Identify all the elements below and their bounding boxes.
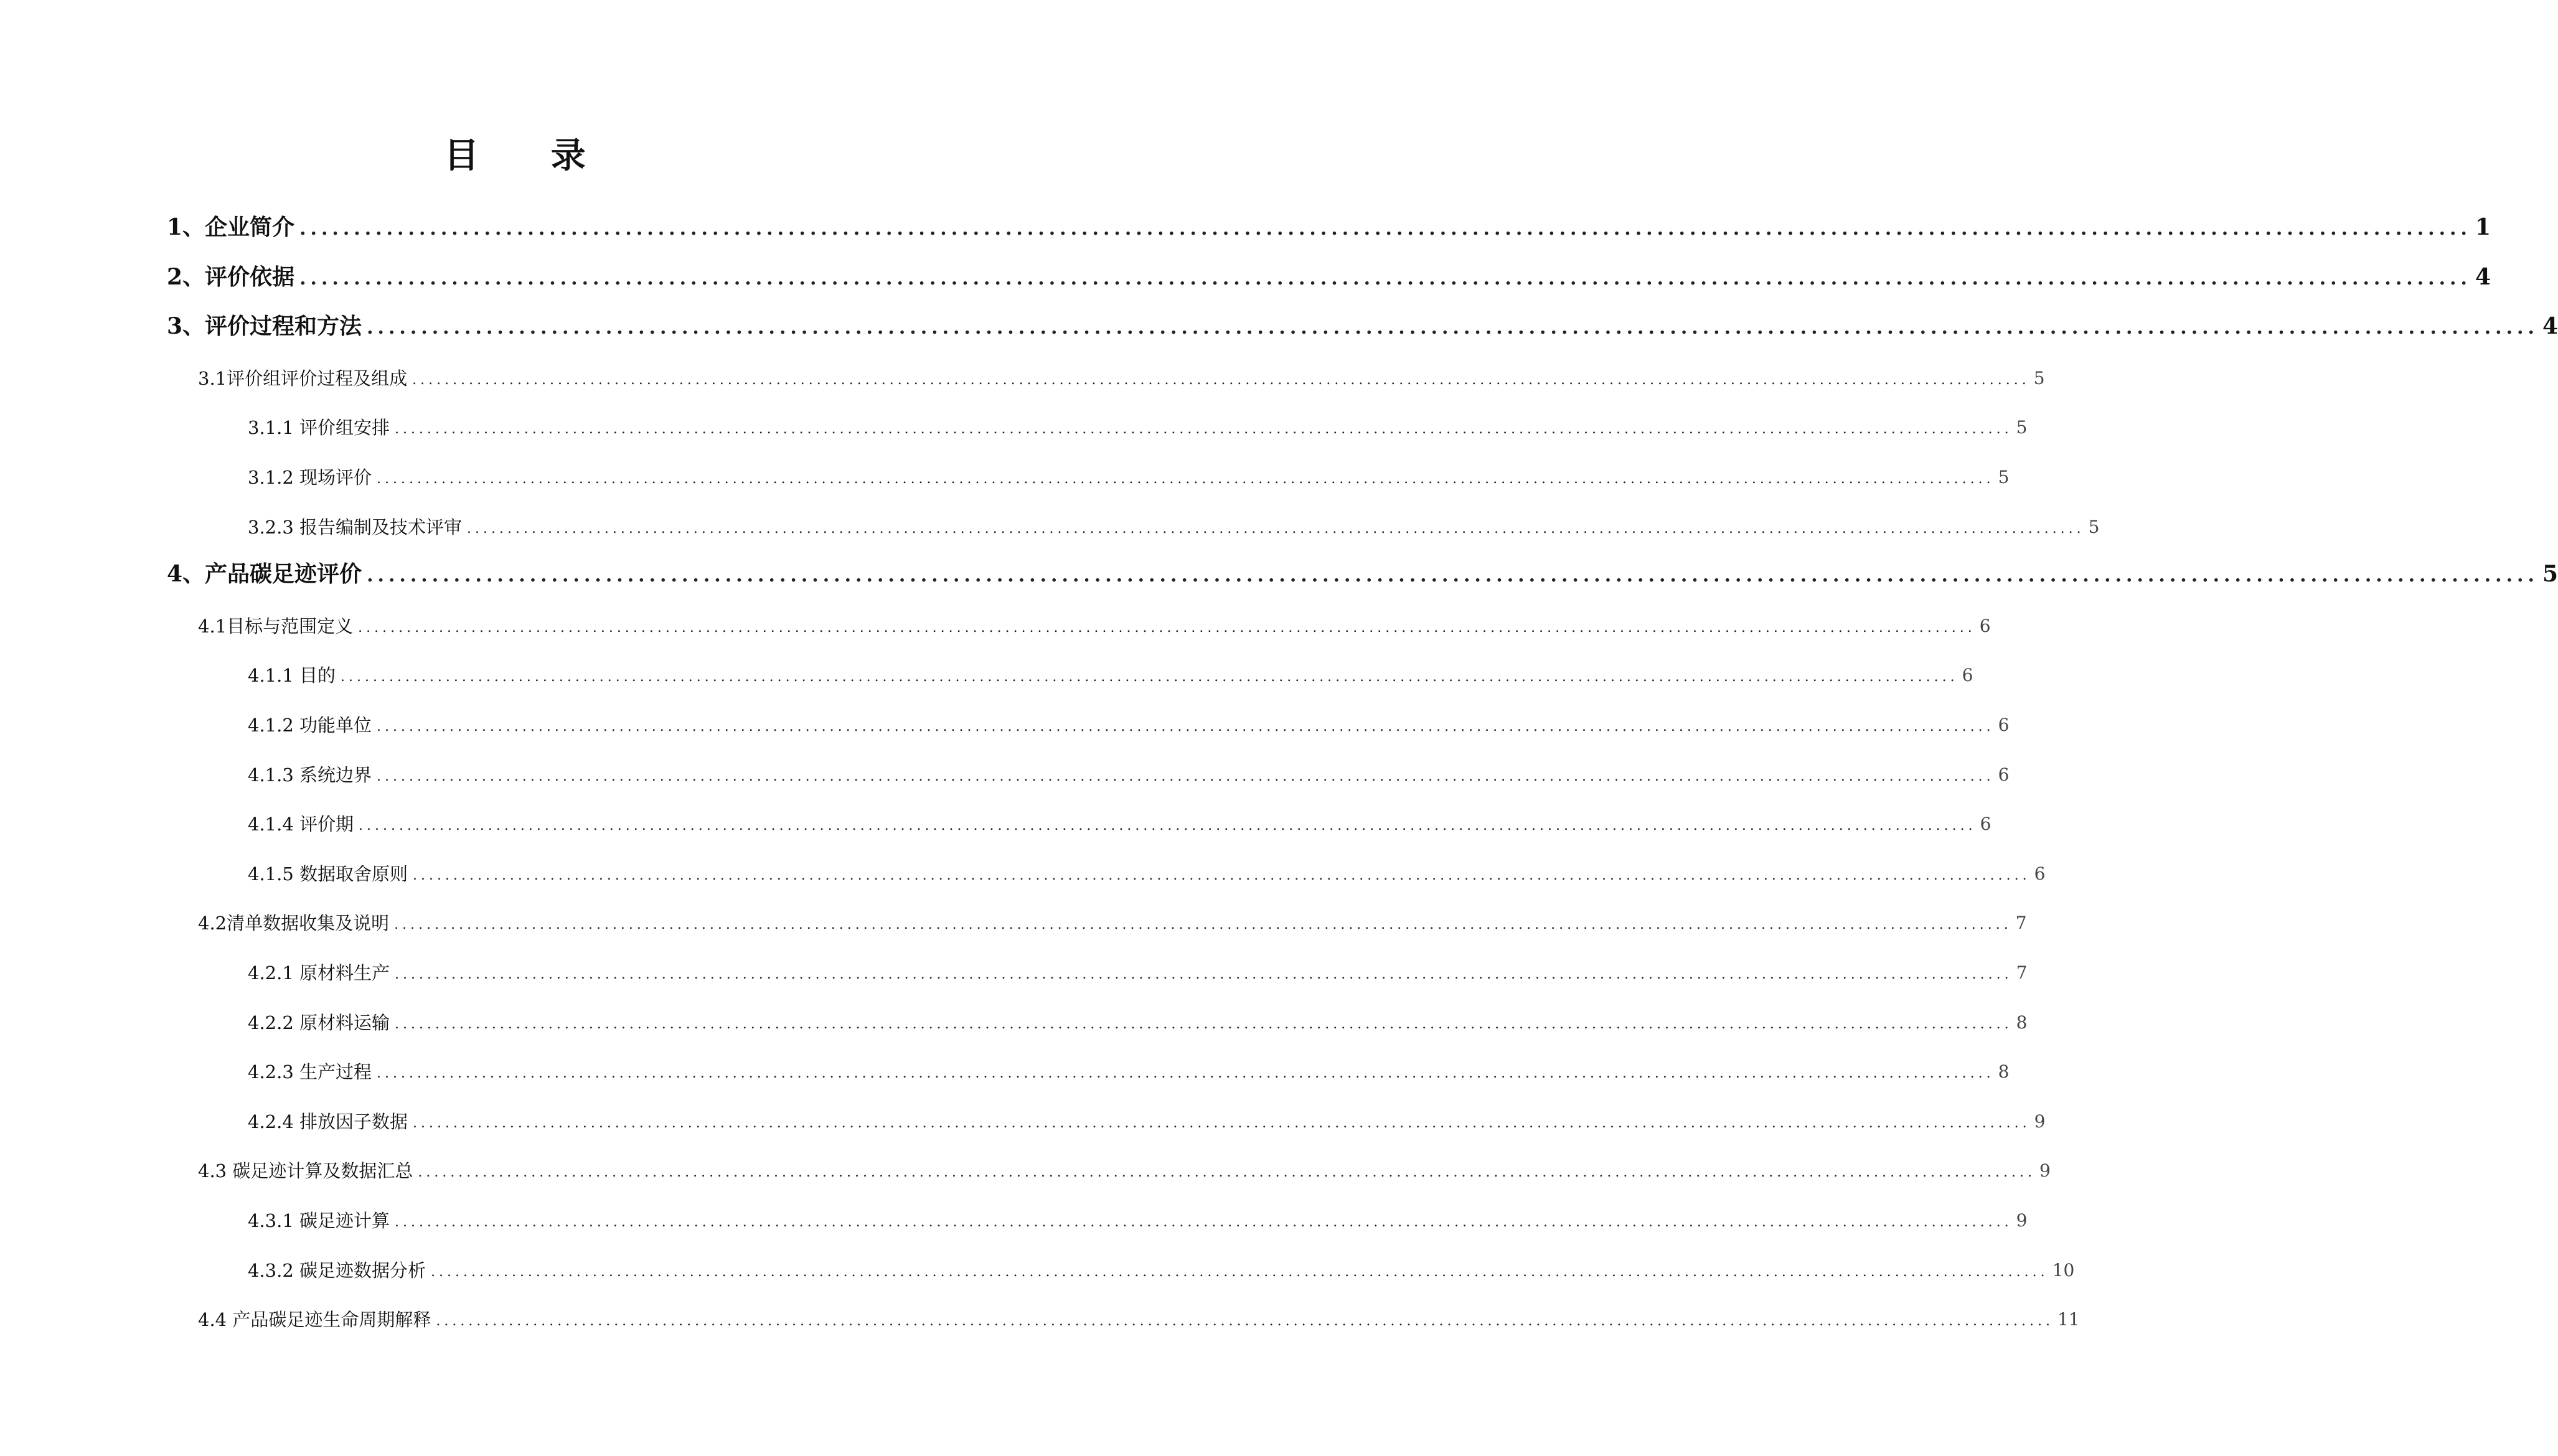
dot-leader: ........................................................................................................................................................................................................: [436, 1313, 2054, 1329]
toc-entry-label: 4.3 碳足迹计算及数据汇总: [198, 1160, 413, 1181]
toc-entry-page-number: 6: [1962, 665, 1973, 685]
toc-entry-label: 3.1.1 评价组安排: [248, 417, 390, 438]
toc-title: 目 录: [444, 135, 616, 176]
dot-leader: ........................................................................................................................................................................................................: [377, 1066, 1995, 1081]
toc-entry-label: 2、评价依据: [167, 264, 295, 290]
toc-entry-page-number: 6: [1980, 814, 1991, 834]
toc-entry-page-number: 10: [2052, 1260, 2075, 1280]
dot-leader: ........................................................................................................................................................................................................: [395, 1017, 2013, 1032]
toc-entry[interactable]: [248, 1097, 2046, 1135]
toc-entry-page-number: 8: [2016, 1012, 2028, 1033]
toc-entry[interactable]: [248, 949, 2028, 986]
toc-entry[interactable]: [248, 1048, 2010, 1085]
toc-entry-page-number: 5: [1998, 467, 2010, 487]
dot-leader: ........................................................................................................................................................................................................: [367, 317, 2539, 339]
toc-entry-label: 4.2.2 原材料运输: [248, 1012, 390, 1033]
dot-leader: ........................................................................................................................................................................................................: [413, 868, 2031, 883]
dot-leader: ........................................................................................................................................................................................................: [395, 1214, 2013, 1230]
toc-entry-page-number: 6: [1998, 715, 2010, 735]
toc-entry[interactable]: [198, 354, 2045, 392]
toc-entry-page-number: 8: [1998, 1061, 2010, 1082]
toc-entry-label: 4.1目标与范围定义: [198, 616, 354, 637]
toc-entry-page-number: 4: [2542, 313, 2558, 339]
dot-leader: ........................................................................................................................................................................................................: [395, 421, 2013, 437]
toc-entry[interactable]: [248, 403, 2028, 441]
toc-entry-page-number: 5: [2033, 368, 2045, 388]
toc-entry-label: 4.2.1 原材料生产: [248, 962, 390, 984]
toc-entry-label: 4.1.4 评价期: [248, 814, 354, 835]
toc-entry-label: 3.1.2 现场评价: [248, 467, 372, 488]
dot-leader: ........................................................................................................................................................................................................: [413, 1115, 2031, 1131]
toc-entry-label: 1、企业简介: [167, 214, 295, 240]
toc-entry-label: 4.1.1 目的: [248, 665, 336, 686]
toc-entry[interactable]: [248, 1246, 2075, 1284]
dot-leader: ........................................................................................................................................................................................................: [341, 669, 1958, 685]
toc-entry-label: 3、评价过程和方法: [167, 313, 362, 339]
dot-leader: ........................................................................................................................................................................................................: [394, 917, 2012, 932]
toc-entry-label: 4.1.5 数据取舍原则: [248, 863, 408, 885]
toc-entry[interactable]: [248, 1196, 2028, 1234]
dot-leader: ........................................................................................................................................................................................................: [418, 1165, 2036, 1180]
toc-entry[interactable]: [248, 998, 2028, 1036]
toc-entry-label: 4.3.2 碳足迹数据分析: [248, 1260, 426, 1281]
toc-entry-label: 4.4 产品碳足迹生命周期解释: [198, 1309, 431, 1330]
toc-entry-page-number: 4: [2475, 264, 2491, 290]
dot-leader: ........................................................................................................................................................................................................: [299, 268, 2471, 289]
toc-entry[interactable]: [248, 800, 1991, 837]
toc-entry-page-number: 9: [2016, 1210, 2028, 1231]
toc-entry-page-number: 5: [2542, 561, 2558, 587]
toc-entry-label: 4.2清单数据收集及说明: [198, 913, 390, 934]
dot-leader: ........................................................................................................................................................................................................: [377, 719, 1995, 735]
toc-entry-label: 4.3.1 碳足迹计算: [248, 1210, 390, 1231]
dot-leader: ........................................................................................................................................................................................................: [358, 620, 1976, 636]
toc-entry-label: 4.1.3 系统边界: [248, 764, 372, 786]
dot-leader: ........................................................................................................................................................................................................: [412, 372, 2030, 388]
toc-entry[interactable]: [248, 850, 2046, 887]
dot-leader: ........................................................................................................................................................................................................: [377, 471, 1995, 487]
toc-entry-page-number: 5: [2016, 417, 2028, 438]
toc-entry[interactable]: [248, 651, 1973, 688]
toc-entry-page-number: 1: [2475, 214, 2491, 240]
toc-entry[interactable]: [167, 552, 2558, 589]
toc-entry-page-number: 6: [1979, 616, 1991, 636]
toc-entry-page-number: 9: [2039, 1160, 2051, 1181]
toc-entry-page-number: 11: [2057, 1309, 2080, 1330]
toc-entry[interactable]: [167, 304, 2558, 342]
toc-entry-label: 4.2.3 生产过程: [248, 1061, 372, 1083]
dot-leader: ........................................................................................................................................................................................................: [299, 218, 2471, 240]
toc-entry[interactable]: [248, 751, 2010, 788]
toc-entry-label: 4、产品碳足迹评价: [167, 561, 362, 587]
toc-entry[interactable]: [167, 255, 2491, 293]
toc-entry[interactable]: [167, 205, 2491, 243]
toc-entry-page-number: 6: [2034, 863, 2046, 884]
toc-entry-label: 4.2.4 排放因子数据: [248, 1111, 408, 1132]
toc-entry[interactable]: [248, 453, 2010, 491]
toc-entry-page-number: 7: [2015, 913, 2027, 933]
toc-entry[interactable]: [248, 503, 2100, 540]
dot-leader: ........................................................................................................................................................................................................: [377, 769, 1995, 784]
dot-leader: ........................................................................................................................................................................................................: [431, 1264, 2049, 1280]
toc-entry-page-number: 9: [2034, 1111, 2046, 1132]
toc-entry[interactable]: [198, 602, 1991, 639]
dot-leader: ........................................................................................................................................................................................................: [367, 565, 2539, 586]
dot-leader: ........................................................................................................................................................................................................: [467, 521, 2085, 537]
toc-entry-page-number: 5: [2088, 517, 2100, 537]
toc-entry-label: 3.1评价组评价过程及组成: [198, 368, 408, 389]
dot-leader: ........................................................................................................................................................................................................: [359, 818, 1977, 834]
toc-entry-page-number: 7: [2016, 962, 2028, 983]
toc-entry-label: 4.1.2 功能单位: [248, 715, 372, 736]
toc-entry[interactable]: [198, 1147, 2051, 1184]
toc-entry-page-number: 6: [1998, 764, 2010, 785]
toc-entry[interactable]: [248, 701, 2010, 738]
dot-leader: ........................................................................................................................................................................................................: [395, 967, 2013, 982]
toc-entry[interactable]: [198, 899, 2027, 936]
toc-entry-label: 3.2.3 报告编制及技术评审: [248, 517, 463, 538]
toc-entry[interactable]: [198, 1295, 2080, 1333]
